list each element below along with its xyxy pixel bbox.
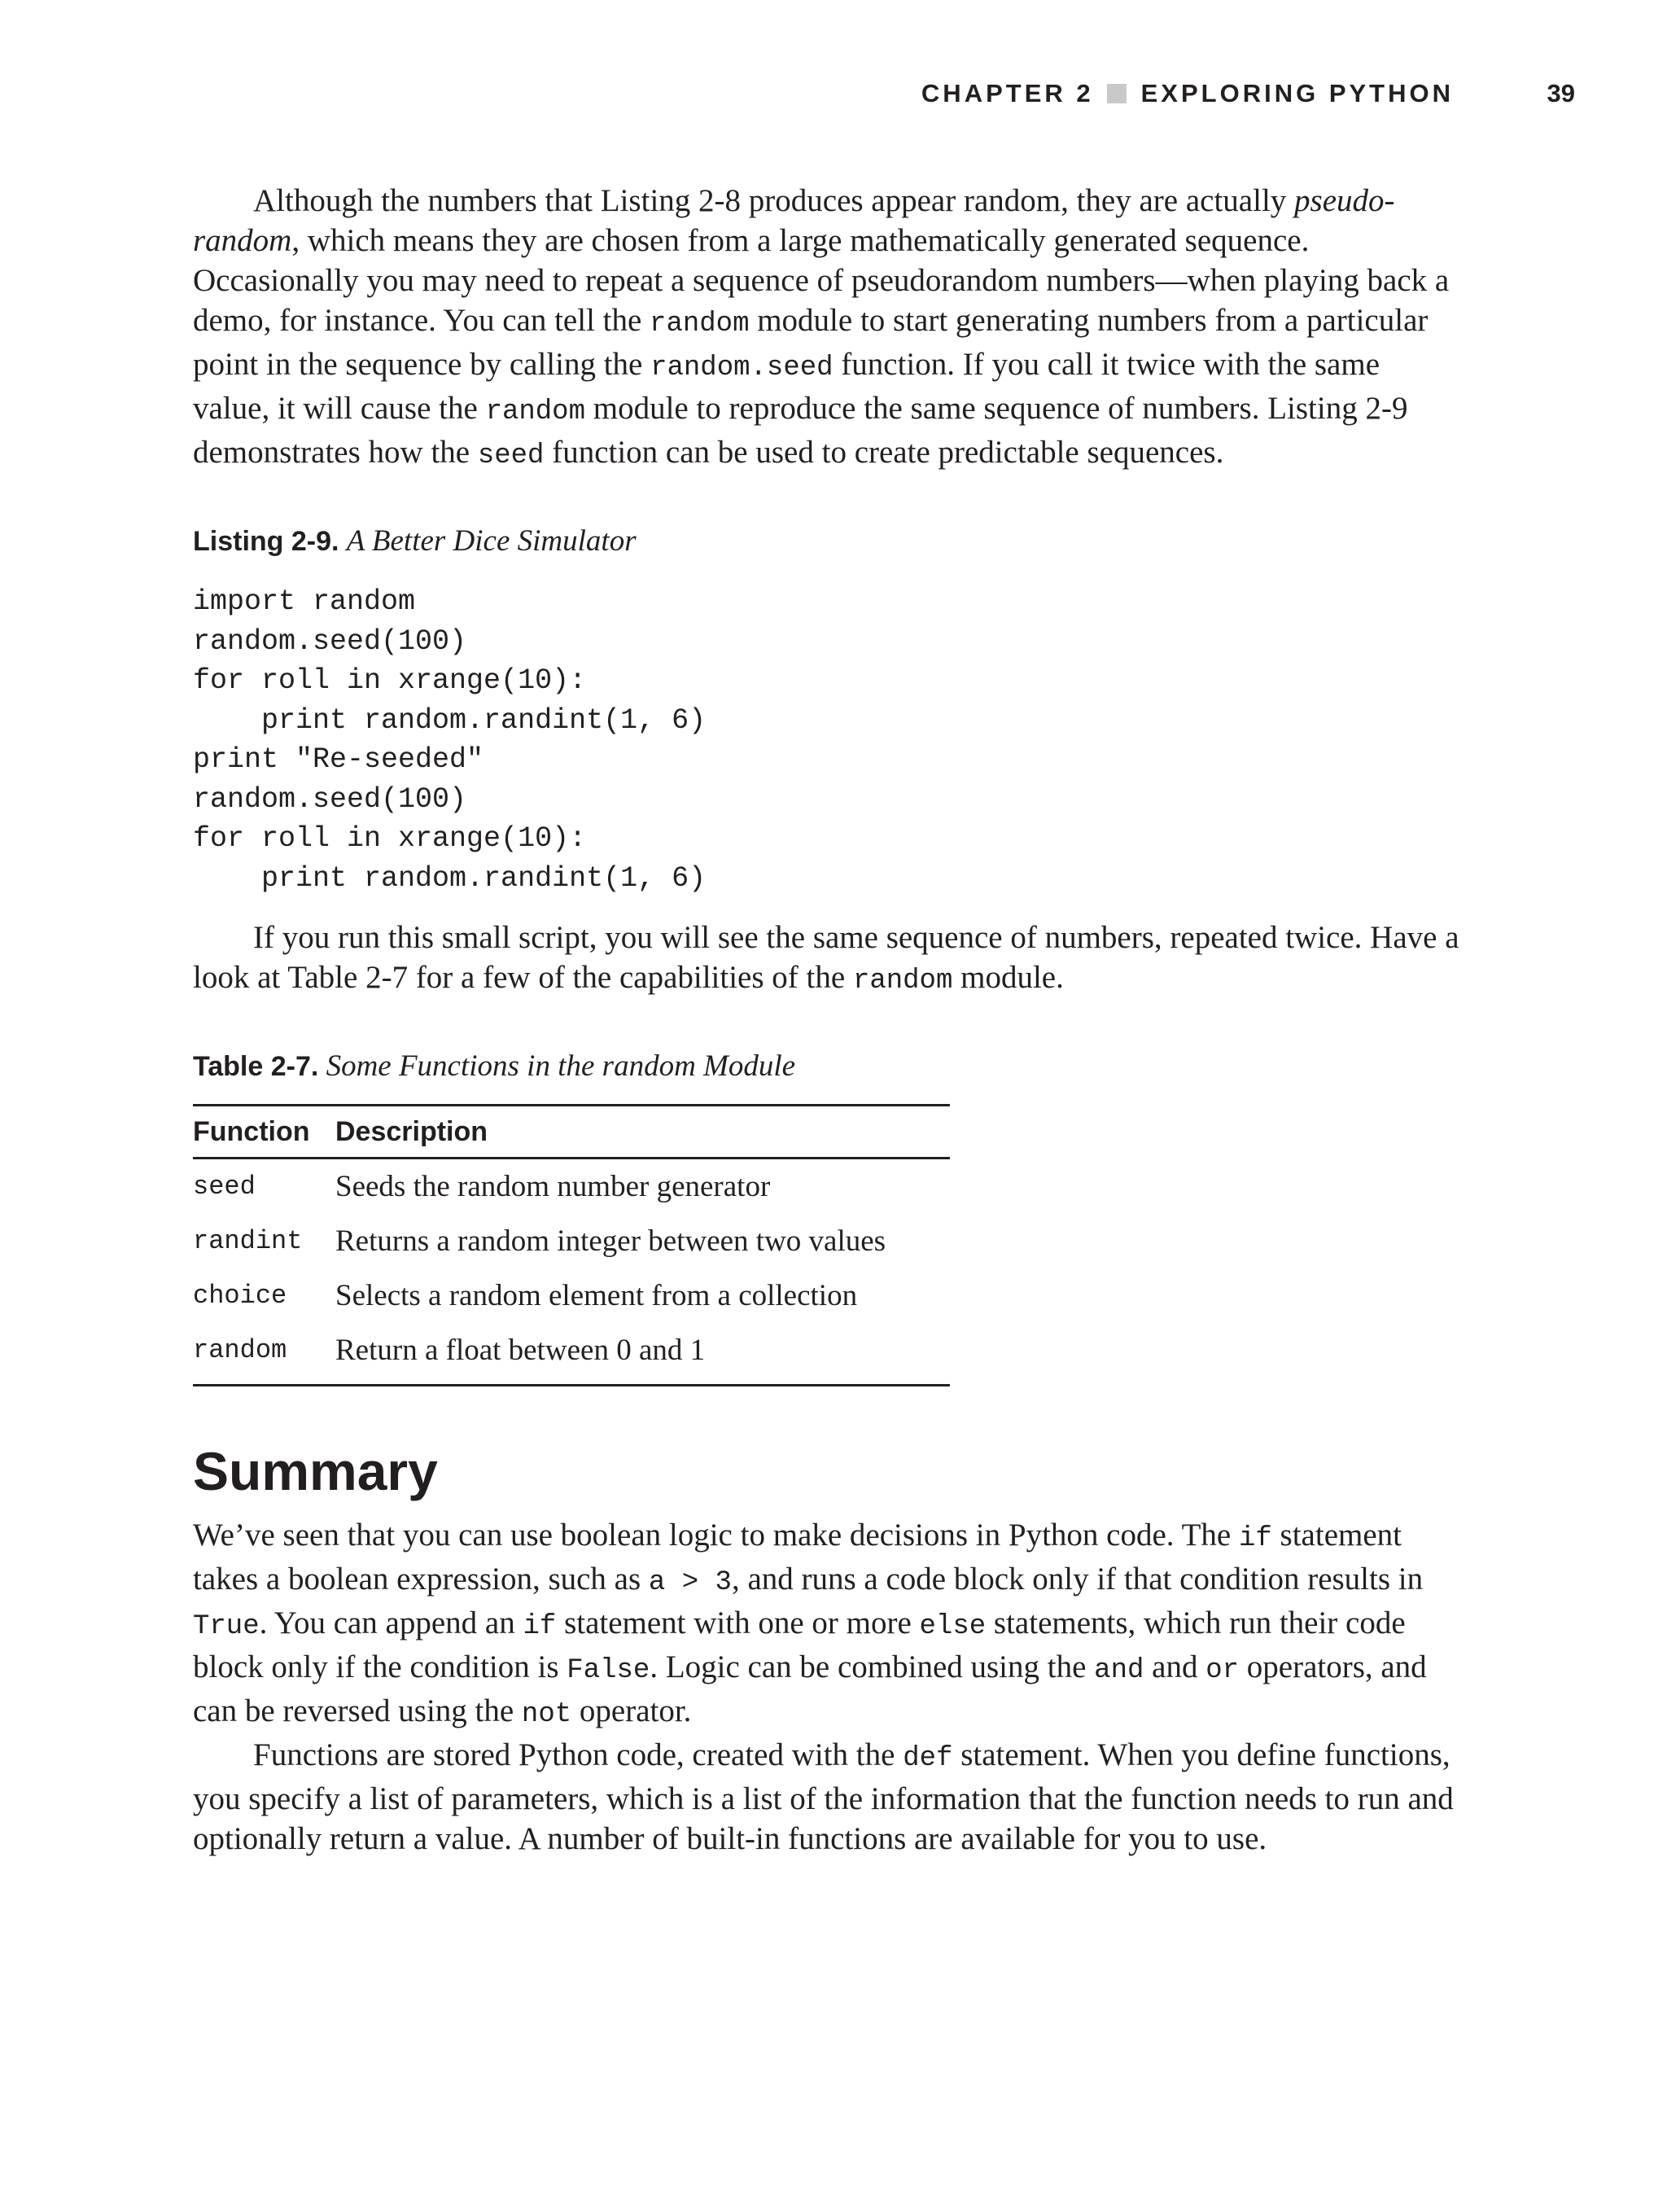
summary-heading: Summary: [193, 1441, 438, 1501]
summary-paragraph-1: [193, 1515, 1459, 1735]
text-run: statement. When you define functions, you specify a list of parameters, which is a list of the information that the function needs to run and optionally return a value. A number of built-in functions are available for you to use.: [193, 1737, 1454, 1856]
description-cell: Return a float between 0 and 1: [335, 1334, 706, 1367]
chapter-label: CHAPTER 2: [921, 79, 1094, 107]
summary-paragraph-2: [193, 1735, 1459, 1859]
text-run: function. If you call it twice with the same value, it will cause the: [193, 347, 1380, 426]
text-run: statement takes a boolean expression, such as: [193, 1518, 1402, 1597]
section-label: EXPLORING PYTHON: [1140, 79, 1454, 107]
text-run: module.: [952, 960, 1064, 995]
table-header-row: [193, 1106, 950, 1159]
table-row: [193, 1214, 950, 1268]
table-title: Some Functions in the random Module: [326, 1049, 796, 1083]
function-name-cell: choice: [193, 1281, 287, 1311]
column-header-function: Function: [193, 1106, 335, 1159]
text-run: . You can append an: [259, 1605, 523, 1640]
description-cell: Seeds the random number generator: [335, 1170, 771, 1203]
text-run: Although the numbers that Listing 2-8 produces appear random, they are actually: [253, 183, 1295, 218]
column-header-description: Description: [335, 1106, 950, 1159]
inline-code: random.seed: [650, 353, 834, 383]
table-caption: [193, 1049, 1459, 1084]
function-name-cell: seed: [193, 1172, 256, 1202]
inline-code: and: [1094, 1655, 1144, 1686]
inline-code: a > 3: [648, 1567, 732, 1598]
table-row: [193, 1159, 950, 1215]
code-listing: import random random.seed(100) for roll in xrange(10): print random.randint(1, 6) print "Re-seeded" random.seed(100) for roll in xrange(10): print random.randint(1, 6): [193, 585, 707, 895]
text-run: , which means they are chosen from a large mathematically generated sequence. Occasionally you may need to repeat a sequence of pseudorandom numbers—when playing back a demo, for instance. You can tell the: [193, 223, 1450, 338]
inline-code: def: [903, 1743, 953, 1774]
text-run: module to reproduce the same sequence of numbers. Listing 2-9 demonstrates how the: [193, 391, 1408, 470]
text-run: module to start generating numbers from a particular point in the sequence by calling the: [193, 303, 1429, 382]
text-run: statements, which run their code block only if the condition is: [193, 1605, 1406, 1684]
listing-label: Listing 2-9.: [193, 526, 339, 557]
text-run: statement with one or more: [556, 1605, 920, 1640]
text-run: operators, and can be reversed using the: [193, 1649, 1427, 1728]
inline-code: True: [193, 1611, 260, 1642]
description-cell: Selects a random element from a collection: [335, 1279, 858, 1312]
functions-table: [193, 1104, 950, 1386]
table-label: Table 2-7.: [193, 1051, 319, 1082]
text-run: We’ve seen that you can use boolean logic to make decisions in Python code. The: [193, 1518, 1239, 1553]
table-row: [193, 1323, 950, 1386]
page-header: [0, 77, 1667, 110]
inline-code: or: [1205, 1655, 1240, 1686]
function-name-cell: random: [193, 1335, 287, 1365]
intro-paragraph: [193, 181, 1459, 476]
inline-code: if: [1238, 1523, 1272, 1554]
inline-code: if: [523, 1611, 557, 1642]
inline-code: seed: [477, 440, 545, 471]
separator-square-icon: [1107, 84, 1127, 103]
function-name-cell: randint: [193, 1226, 303, 1256]
inline-code: not: [521, 1699, 572, 1730]
inline-code: random: [650, 309, 750, 339]
text-run: function can be used to create predictable sequences.: [544, 435, 1224, 470]
page-content: [193, 181, 1459, 1859]
text-run: If you run this small script, you will see the same sequence of numbers, repeated twice. Have a look at Table 2-7 for a few of the capabilities of the: [193, 920, 1459, 995]
inline-code: False: [567, 1655, 650, 1686]
listing-title: A Better Dice Simulator: [346, 524, 637, 558]
text-run: . Logic can be combined using the: [650, 1649, 1095, 1684]
listing-caption: [193, 523, 1459, 559]
after-listing-paragraph: [193, 918, 1459, 1001]
description-cell: Returns a random integer between two values: [335, 1224, 886, 1258]
page-number: 39: [1547, 79, 1575, 107]
table-row: [193, 1268, 950, 1323]
text-run: and: [1144, 1649, 1206, 1684]
italic-term: pseudo-random: [193, 183, 1395, 258]
inline-code: random: [852, 966, 953, 996]
inline-code: else: [919, 1611, 987, 1642]
running-head: [921, 77, 1454, 110]
text-run: operator.: [571, 1693, 692, 1728]
inline-code: random: [485, 396, 585, 427]
text-run: , and runs a code block only if that condition results in: [731, 1562, 1424, 1597]
text-run: Functions are stored Python code, created with the: [253, 1737, 904, 1772]
